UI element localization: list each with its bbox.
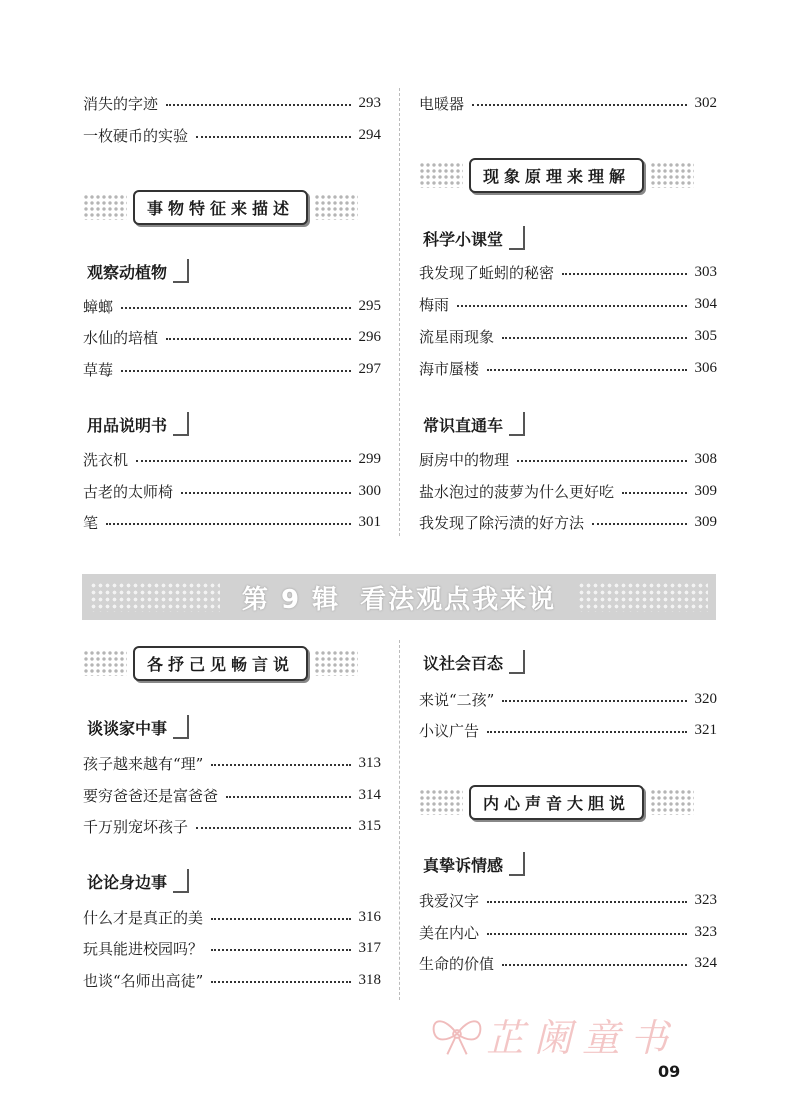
entry-title: 盐水泡过的菠萝为什么更好吃 [419,482,615,501]
toc-entry[interactable] [83,814,381,838]
leader-dots [487,369,686,371]
leader-dots [121,307,350,309]
entry-title: 要穷爸爸还是富爸爸 [83,786,219,805]
entry-title: 一枚硬币的实验 [83,126,189,145]
entry-title: 厨房中的物理 [419,450,510,469]
category-title: 各抒己见畅言说 [133,646,308,681]
entry-page: 300 [358,482,381,499]
entry-title: 我发现了蚯蚓的秘密 [419,263,555,282]
leader-dots [517,460,686,462]
section-heading [419,224,525,252]
section-heading [83,867,189,895]
entry-page: 302 [694,94,717,111]
section-heading [83,713,189,741]
entry-title: 蟑螂 [83,297,114,316]
entry-page: 320 [694,690,717,707]
toc-entry[interactable] [83,357,381,381]
entry-page: 314 [358,786,381,803]
entry-title: 电暖器 [419,94,465,113]
leader-dots [136,460,350,462]
dot-pattern [650,162,694,188]
section-heading [83,257,189,285]
toc-entry[interactable] [419,951,717,975]
entry-title: 也谈“名师出高徒” [83,971,204,990]
toc-entry[interactable] [83,783,381,807]
entry-page: 295 [358,297,381,314]
toc-entry[interactable] [419,510,717,534]
entry-page: 321 [694,721,717,738]
leader-dots [487,731,686,733]
entry-page: 324 [694,954,717,971]
toc-entry[interactable] [83,751,381,775]
toc-entry[interactable] [419,888,717,912]
toc-entry[interactable] [419,687,717,711]
leader-dots [502,700,686,702]
entry-page: 304 [694,295,717,312]
entry-page: 297 [358,360,381,377]
entry-page: 323 [694,891,717,908]
section-title: 谈谈家中事 [87,718,168,738]
toc-entry[interactable] [419,356,717,380]
leader-dots [502,964,686,966]
entry-page: 296 [358,328,381,345]
dot-pattern [650,789,694,815]
leader-dots [211,918,350,920]
toc-entry[interactable] [83,325,381,349]
category-title: 现象原理来理解 [469,158,644,193]
toc-entry[interactable] [419,324,717,348]
leader-dots [211,981,350,983]
chapter-number: 第 9 辑 [241,584,341,615]
entry-page: 299 [358,450,381,467]
category-title: 内心声音大胆说 [469,785,644,820]
dot-pattern [314,650,358,676]
entry-title: 梅雨 [419,295,450,314]
page-number: 09 [658,1062,681,1081]
toc-entry[interactable] [419,260,717,284]
toc-entry[interactable] [83,936,381,960]
entry-page: 305 [694,327,717,344]
entry-title: 海市蜃楼 [419,359,480,378]
leader-dots [502,337,686,339]
entry-page: 309 [694,513,717,530]
leader-dots [226,796,350,798]
section-title: 用品说明书 [87,415,168,435]
toc-entry[interactable] [83,294,381,318]
entry-title: 美在内心 [419,923,480,942]
leader-dots [196,136,350,138]
entry-page: 294 [358,126,381,143]
entry-title: 洗衣机 [83,450,129,469]
entry-title: 小议广告 [419,721,480,740]
leader-dots [487,933,686,935]
leader-dots [181,492,350,494]
column-divider-bottom [399,640,400,1000]
entry-page: 306 [694,359,717,376]
chapter-name: 看法观点我来说 [360,584,557,615]
toc-entry[interactable] [419,447,717,471]
toc-entry[interactable] [83,905,381,929]
entry-title: 草莓 [83,360,114,379]
leader-dots [166,338,350,340]
toc-entry[interactable] [419,718,717,742]
entry-title: 来说“二孩” [419,690,495,709]
section-heading [419,648,525,676]
bow-icon [428,1009,486,1059]
toc-entry[interactable] [83,123,381,147]
entry-title: 消失的字迹 [83,94,159,113]
entry-page: 308 [694,450,717,467]
leader-dots [487,901,686,903]
toc-entry[interactable] [83,968,381,992]
dot-pattern [314,194,358,220]
entry-page: 303 [694,263,717,280]
leader-dots [457,305,686,307]
leader-dots [472,104,686,106]
corner-bracket [173,869,189,893]
entry-title: 古老的太师椅 [83,482,174,501]
corner-bracket [509,226,525,250]
entry-page: 301 [358,513,381,530]
toc-entry[interactable] [83,91,381,115]
entry-title: 水仙的培植 [83,328,159,347]
toc-entry[interactable] [419,479,717,503]
entry-title: 玩具能进校园吗？ [83,939,204,958]
corner-bracket [173,412,189,436]
entry-title: 什么才是真正的美 [83,908,204,927]
chapter-banner [82,574,716,620]
entry-page: 317 [358,939,381,956]
corner-bracket [509,412,525,436]
section-heading [83,410,189,438]
leader-dots [592,523,686,525]
category-heading [419,782,694,822]
dot-pattern [83,650,127,676]
corner-bracket [173,715,189,739]
entry-page: 323 [694,923,717,940]
entry-title: 笔 [83,513,99,532]
toc-entry[interactable] [83,447,381,471]
section-title: 真挚诉情感 [423,855,504,875]
leader-dots [622,492,686,494]
watermark-text: 芷阑童书 [486,1015,679,1060]
category-heading [83,187,358,227]
entry-title: 流星雨现象 [419,327,495,346]
corner-bracket [509,650,525,674]
entry-page: 315 [358,817,381,834]
dot-pattern [90,582,220,612]
leader-dots [211,949,350,951]
section-title: 常识直通车 [423,415,504,435]
entry-page: 309 [694,482,717,499]
toc-entry[interactable] [83,479,381,503]
entry-title: 千万别宠坏孩子 [83,817,189,836]
section-heading [419,410,525,438]
dot-pattern [419,162,463,188]
dot-pattern [419,789,463,815]
corner-bracket [509,852,525,876]
leader-dots [166,104,350,106]
leader-dots [211,764,350,766]
dot-pattern [83,194,127,220]
entry-title: 孩子越来越有“理” [83,754,204,773]
section-title: 论论身边事 [87,872,168,892]
corner-bracket [173,259,189,283]
chapter-title [232,579,566,616]
entry-page: 293 [358,94,381,111]
toc-entry[interactable] [419,920,717,944]
category-title: 事物特征来描述 [133,190,308,225]
section-heading [419,850,525,878]
section-title: 议社会百态 [423,653,504,673]
watermark [428,1000,758,1068]
leader-dots [196,827,350,829]
leader-dots [121,370,350,372]
toc-entry[interactable] [419,91,717,115]
leader-dots [562,273,686,275]
entry-title: 我发现了除污渍的好方法 [419,513,585,532]
dot-pattern [578,582,708,612]
entry-title: 我爱汉字 [419,891,480,910]
toc-entry[interactable] [419,292,717,316]
entry-page: 318 [358,971,381,988]
entry-page: 316 [358,908,381,925]
section-title: 科学小课堂 [423,229,504,249]
category-heading [83,643,358,683]
column-divider-top [399,88,400,536]
section-title: 观察动植物 [87,262,168,282]
entry-title: 生命的价值 [419,954,495,973]
category-heading [419,155,694,195]
entry-page: 313 [358,754,381,771]
leader-dots [106,523,350,525]
toc-entry[interactable] [83,510,381,534]
